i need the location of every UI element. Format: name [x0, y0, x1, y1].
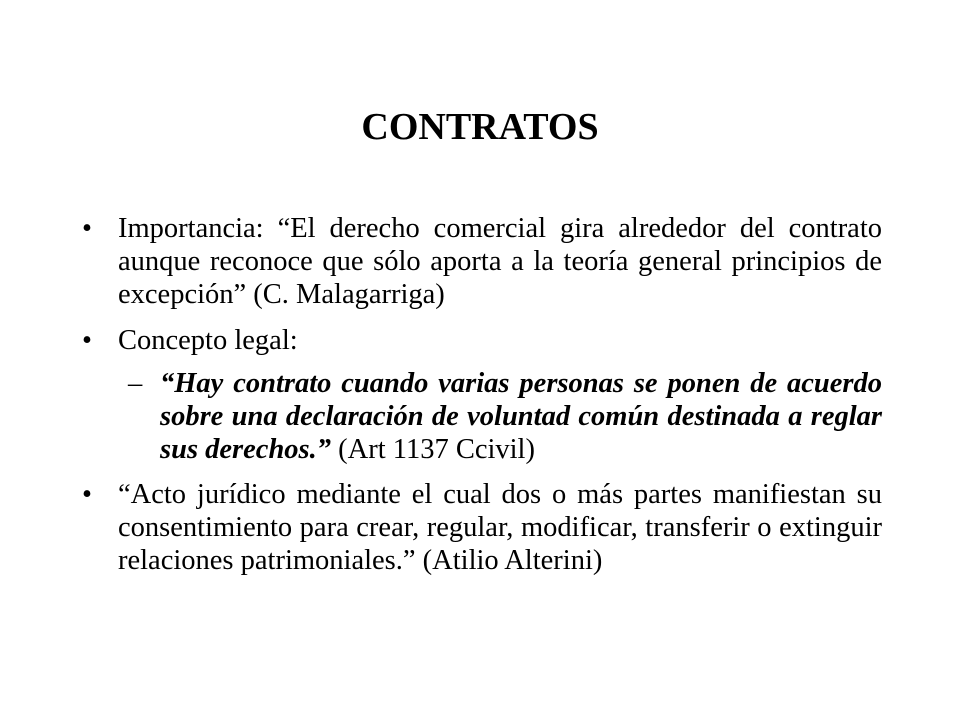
- bullet-marker: •: [82, 213, 92, 244]
- bullet-concepto-legal: [76, 324, 882, 357]
- bullet-importancia: [76, 212, 882, 311]
- bullet-acto-juridico: [76, 478, 882, 577]
- bullet-marker: •: [82, 325, 92, 356]
- legal-definition-citation: (Art 1137 Ccivil): [331, 434, 535, 465]
- sub-bullet-legal-definition: [76, 367, 882, 466]
- bullet-text: “Acto jurídico mediante el cual dos o más partes manifiestan su consentimiento para crear, regular, modificar, transferir o extinguir relaciones patrimoniales.” (Atilio Alterini): [118, 479, 882, 576]
- slide-title: CONTRATOS: [361, 106, 599, 148]
- bullet-text: Concepto legal:: [118, 325, 298, 356]
- sub-bullet-marker: –: [128, 368, 143, 399]
- bullet-text: Importancia: “El derecho comercial gira alrededor del contrato aunque reconoce que sólo aporta a la teoría general principios de excepción” (C. Malagarriga): [118, 213, 882, 310]
- slide-content: [76, 212, 882, 577]
- legal-definition-quote: “Hay contrato cuando varias personas se ponen de acuerdo sobre una declaración de voluntad común destinada a reglar sus derechos.”: [160, 368, 882, 465]
- bullet-marker: •: [82, 479, 92, 510]
